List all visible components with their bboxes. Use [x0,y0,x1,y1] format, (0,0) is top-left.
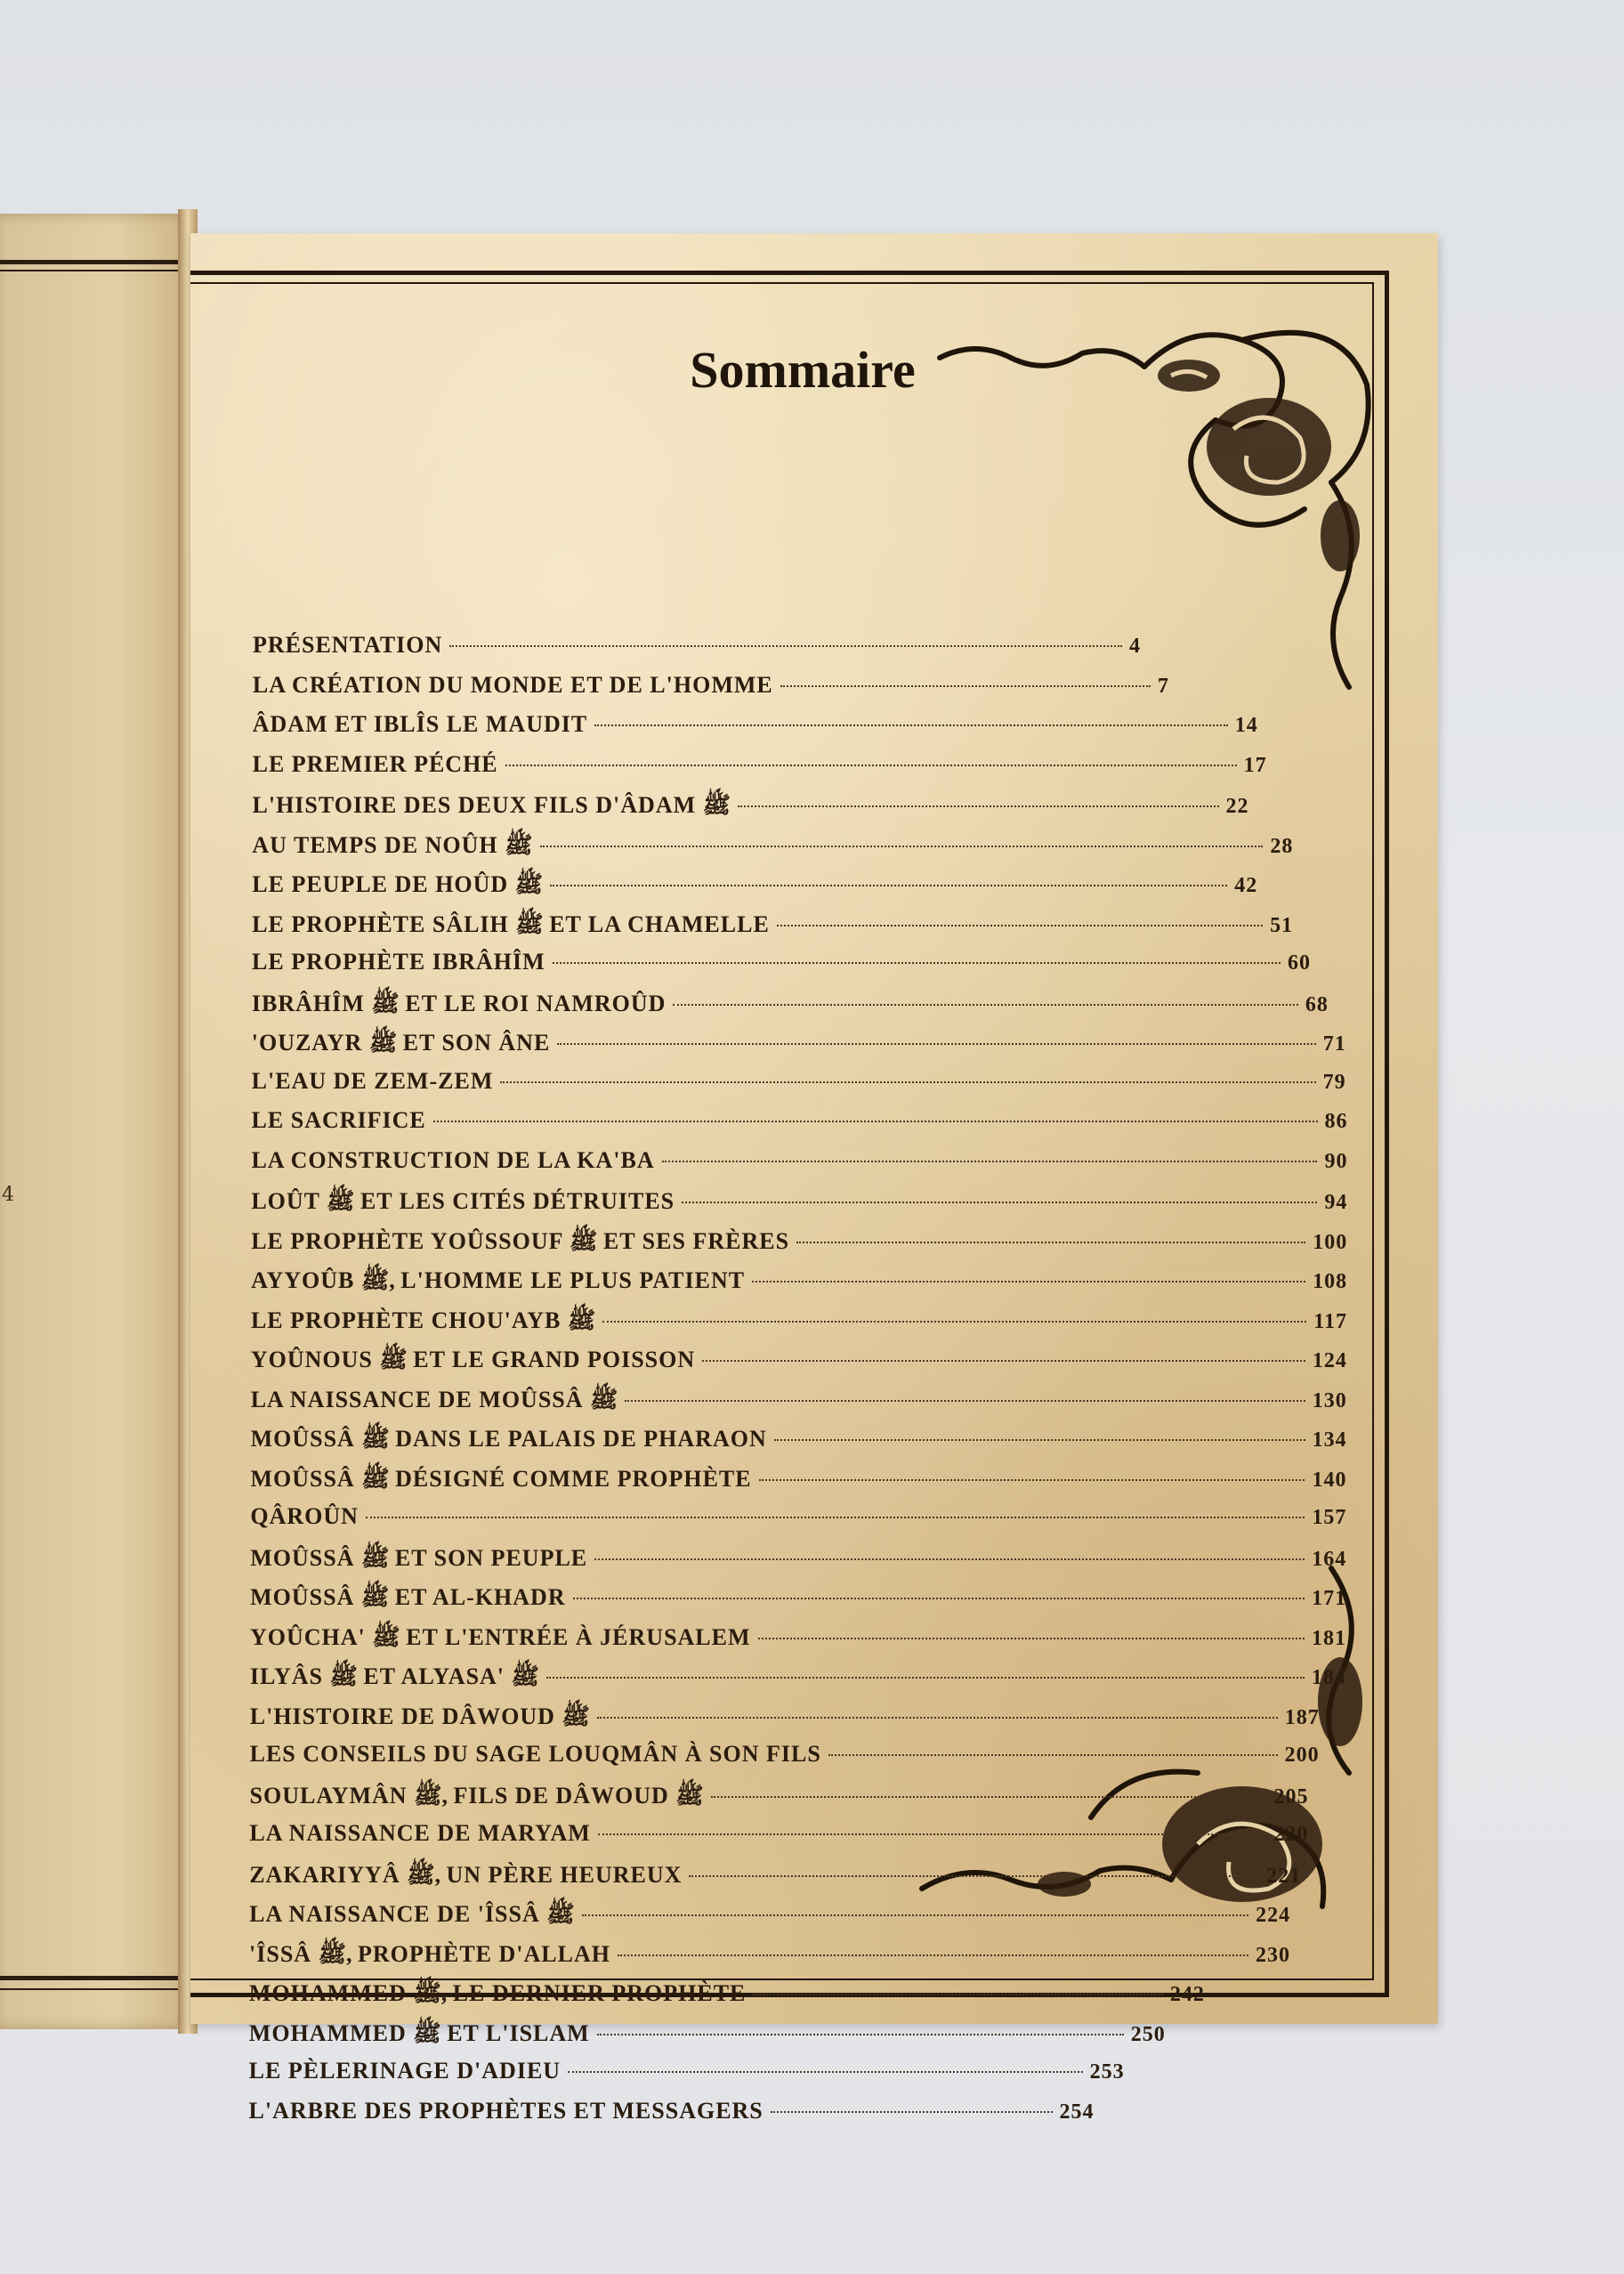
toc-leader-dots [568,2070,1083,2073]
toc-page-number: 124 [1312,1349,1347,1372]
toc-entry [251,1226,1347,1255]
toc-entry [249,1979,1205,2007]
toc-entry [252,949,1311,977]
toc-entry [253,632,1141,660]
toc-leader-dots [828,1753,1278,1756]
toc-leader-dots [553,961,1281,964]
toc-page-number: 51 [1270,913,1294,937]
toc-leader-dots [582,1914,1248,1916]
toc-entry [253,711,1258,740]
toc-leader-dots [433,1120,1318,1122]
toc-leader-dots [602,1320,1306,1323]
toc-leader-dots [597,2033,1124,2035]
toc-entry [252,1068,1346,1097]
toc-entry [249,2019,1166,2047]
toc-entry [249,2098,1095,2126]
toc-entry [252,870,1257,898]
toc-leader-dots [673,1003,1298,1006]
toc-page-number: 157 [1312,1506,1347,1529]
toc-leader-dots [759,1478,1305,1481]
toc-entry [250,1582,1346,1611]
toc-leader-dots [540,845,1264,847]
toc-page-number: 254 [1059,2100,1095,2124]
toc-entry [252,830,1293,859]
toc-entry-title: QÂROÛN [250,1503,359,1529]
toc-entry-title: LE PROPHÈTE SÂLIH ﷺ ET LA CHAMELLE [252,910,770,937]
toc-page-number: 220 [1273,1823,1309,1846]
toc-leader-dots [662,1160,1318,1162]
toc-leader-dots [505,764,1237,766]
toc-leader-dots [702,1359,1305,1362]
toc-entry-title: 'OUZAYR ﷺ ET SON ÂNE [251,1030,551,1056]
toc-entry [251,1424,1347,1453]
toc-entry-title: LA NAISSANCE DE MARYAM [249,1820,591,1846]
toc-leader-dots [682,1201,1317,1203]
toc-entry [251,1147,1347,1176]
toc-leader-dots [796,1241,1305,1243]
toc-page-number: 108 [1313,1270,1348,1293]
toc-entry-title: L'EAU DE ZEM-ZEM [251,1067,494,1094]
toc-leader-dots [752,1280,1305,1283]
toc-entry-title: LOÛT ﷺ ET LES CITÉS DÉTRUITES [251,1188,675,1214]
toc-entry-title: LA NAISSANCE DE MOÛSSÂ ﷺ [250,1386,618,1412]
toc-leader-dots [597,1716,1278,1719]
toc-entry [250,1543,1346,1572]
toc-entry [249,1899,1290,1928]
toc-entry-title: ZAKARIYYÂ ﷺ, UN PÈRE HEUREUX [249,1861,683,1888]
toc-entry [253,790,1249,819]
toc-entry [249,1860,1301,1889]
toc-page-number: 164 [1312,1547,1347,1571]
toc-entry-title: MOÛSSÂ ﷺ DÉSIGNÉ COMME PROPHÈTE [250,1465,752,1492]
toc-entry-title: LE PROPHÈTE IBRÂHÎM [252,949,545,975]
toc-entry [252,1028,1346,1056]
toc-entry-title: LE PROPHÈTE CHOU'AYB ﷺ [250,1307,596,1333]
toc-entry-title: 'ÎSSÂ ﷺ, PROPHÈTE D'ALLAH [249,1940,610,1967]
toc-page-number: 221 [1266,1864,1302,1888]
toc-leader-dots [618,1954,1248,1956]
toc-page-number: 187 [1284,1705,1320,1729]
toc-leader-dots [594,724,1228,726]
toc-entry-title: L'ARBRE DES PROPHÈTES ET MESSAGERS [248,2097,764,2124]
toc-leader-dots [777,924,1263,927]
toc-entry-title: LE PROPHÈTE YOÛSSOUF ﷺ ET SES FRÈRES [251,1227,790,1254]
toc-entry-title: LE PREMIER PÉCHÉ [252,750,498,777]
toc-page-number: 250 [1130,2022,1166,2046]
toc-entry-title: LES CONSEILS DU SAGE LOUQMÂN À SON FILS [249,1741,821,1767]
toc-entry-title: L'HISTOIRE DES DEUX FILS D'ÂDAM ﷺ [252,792,731,818]
toc-page-number: 100 [1313,1230,1348,1254]
toc-entry [251,1186,1347,1215]
toc-entry-title: ILYÂS ﷺ ET ALYASA' ﷺ [249,1663,539,1689]
toc-page-number: 94 [1324,1191,1348,1214]
toc-entry-title: AYYOÛB ﷺ, L'HOMME LE PLUS PATIENT [251,1267,746,1293]
toc-page-number: 7 [1157,674,1169,698]
toc-page-number: 71 [1322,1032,1346,1056]
toc-entry-title: YOÛCHA' ﷺ ET L'ENTRÉE À JÉRUSALEM [250,1623,751,1650]
toc-entry [252,989,1329,1017]
toc-entry [253,672,1169,700]
toc-entry-title: MOHAMMED ﷺ ET L'ISLAM [248,2019,590,2046]
left-border-bottom [0,1976,184,1980]
toc-page-number: 17 [1243,753,1267,777]
toc-entry-title: MOHAMMED ﷺ, LE DERNIER PROPHÈTE [248,1980,747,2006]
toc-entry [250,1741,1320,1769]
toc-leader-dots [758,1637,1305,1639]
toc-entry [251,1345,1347,1373]
toc-entry-title: LE PÈLERINAGE D'ADIEU [248,2058,562,2084]
toc-page-number: 140 [1312,1468,1347,1492]
toc-entry [252,1107,1348,1136]
toc-page-number: 68 [1305,992,1329,1016]
toc-entry [250,1503,1346,1532]
toc-leader-dots [598,1833,1267,1835]
toc-leader-dots [753,1993,1163,1995]
toc-entry-title: MOÛSSÂ ﷺ ET SON PEUPLE [250,1544,588,1571]
toc-page-number: 42 [1234,874,1258,897]
toc-leader-dots [449,644,1122,647]
toc-entry-title: LE SACRIFICE [251,1107,426,1133]
page-title: Sommaire [690,341,916,399]
toc-leader-dots [546,1676,1305,1679]
toc-leader-dots [774,1438,1305,1441]
toc-entry [251,1385,1347,1413]
toc-page-number: 253 [1089,2060,1125,2084]
toc-entry [250,1464,1346,1493]
toc-entry [250,1781,1309,1809]
toc-page-number: 200 [1284,1744,1320,1767]
toc-entry-title: LA CRÉATION DU MONDE ET DE L'HOMME [252,671,773,698]
toc-entry-title: LA NAISSANCE DE 'ÎSSÂ ﷺ [249,1901,575,1927]
toc-entry [252,910,1293,938]
toc-entry [249,1820,1308,1849]
toc-entry [250,1623,1346,1651]
toc-entry-title: LE PEUPLE DE HOÛD ﷺ [252,871,544,897]
toc-page-number: 14 [1234,714,1258,737]
toc-page-number: 22 [1225,795,1249,818]
toc-leader-dots [771,2110,1053,2113]
contents-page [190,233,1438,2124]
toc-leader-dots [689,1874,1259,1877]
left-page-number: 4 [2,1184,14,1206]
toc-entry-title: LA CONSTRUCTION DE LA KA'BA [251,1146,655,1173]
toc-page-number: 60 [1288,951,1312,975]
toc-page-number: 90 [1324,1149,1348,1173]
toc-page-number: 4 [1129,635,1141,658]
left-page [0,214,191,2029]
toc-page-number: 86 [1324,1110,1348,1133]
toc-page-number: 181 [1312,1626,1346,1650]
toc-leader-dots [625,1399,1305,1402]
toc-leader-dots [557,1042,1315,1045]
left-border-bottom-inner [0,1988,184,1990]
toc-page-number: 184 [1311,1666,1346,1689]
toc-entry [251,1306,1347,1334]
toc-leader-dots [738,805,1218,807]
toc-entry-title: MOÛSSÂ ﷺ ET AL-KHADR [250,1584,566,1610]
toc-leader-dots [573,1597,1305,1599]
toc-leader-dots [780,684,1151,687]
toc-leader-dots [366,1516,1305,1518]
toc-entry-title: ÂDAM ET IBLÎS LE MAUDIT [252,711,588,737]
toc-leader-dots [550,884,1227,886]
toc-page-number: 117 [1313,1309,1347,1333]
toc-entry-title: PRÉSENTATION [253,632,443,658]
toc-entry-title: SOULAYMÂN ﷺ, FILS DE DÂWOUD ﷺ [249,1782,704,1809]
toc-entry-title: IBRÂHÎM ﷺ ET LE ROI NAMROÛD [251,990,667,1016]
table-of-contents [190,233,1438,2124]
toc-leader-dots [500,1080,1315,1083]
toc-entry [249,2058,1125,2086]
toc-page-number: 171 [1312,1587,1347,1610]
toc-entry-title: L'HISTOIRE DE DÂWOUD ﷺ [249,1703,590,1729]
left-border-top [0,260,184,264]
toc-entry [253,751,1267,780]
toc-page-number: 28 [1270,834,1294,858]
toc-page-number: 134 [1312,1428,1347,1452]
toc-entry-title: YOÛNOUS ﷺ ET LE GRAND POISSON [250,1347,696,1372]
toc-page-number: 230 [1256,1943,1291,1967]
toc-page-number: 205 [1273,1784,1309,1809]
left-border-top-inner [0,270,184,271]
toc-leader-dots [711,1795,1267,1798]
toc-page-number: 242 [1169,1983,1205,2006]
toc-page-number: 79 [1322,1070,1346,1094]
toc-entry [250,1662,1346,1690]
toc-page-number: 130 [1312,1388,1347,1412]
toc-entry-title: MOÛSSÂ ﷺ DANS LE PALAIS DE PHARAON [250,1426,767,1452]
toc-entry [249,1939,1290,1968]
toc-page-number: 224 [1256,1904,1291,1927]
toc-entry [250,1702,1320,1730]
toc-entry [251,1266,1347,1294]
toc-entry-title: AU TEMPS DE NOÛH ﷺ [252,831,533,858]
toc-leader-dots [594,1558,1305,1560]
